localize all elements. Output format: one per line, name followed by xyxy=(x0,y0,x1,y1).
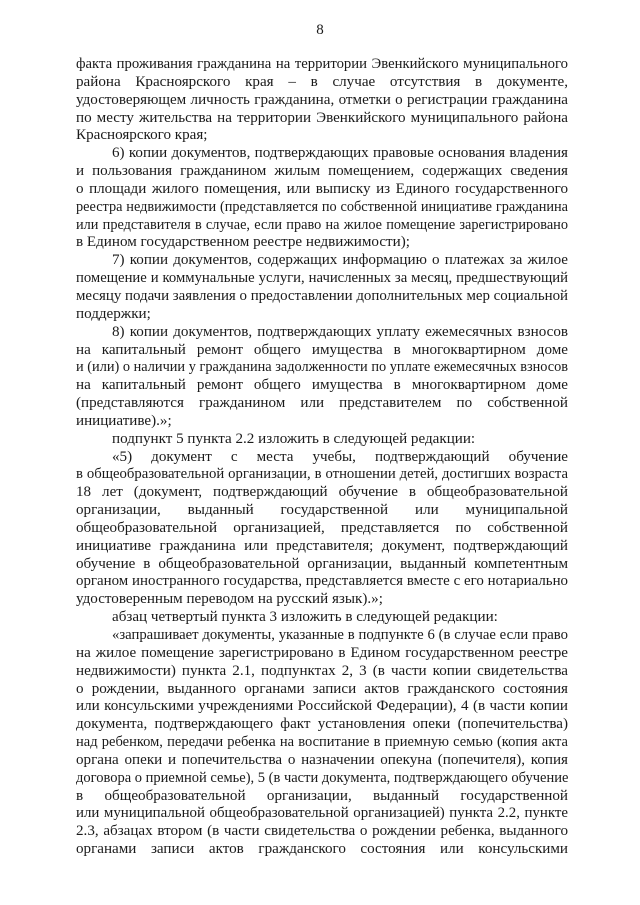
text-line: инициативе гражданина или представителя; документ, подтверждающий xyxy=(76,537,568,554)
text-line: Красноярского края; xyxy=(76,127,208,144)
text-line: о площади жилого помещения, или выписку из Единого государственного xyxy=(76,180,568,197)
text-line: подпункт 5 пункта 2.2 изложить в следующей редакции: xyxy=(112,430,476,447)
text-line: или консульскими учреждениями Российской Федерации), 4 (в части копии xyxy=(76,698,568,715)
text-line: и пользования гражданином жилым помещением, содержащих сведения xyxy=(76,163,568,180)
document-body xyxy=(76,56,568,859)
text-line: обучение в общеобразовательной организации, выданный компетентным xyxy=(76,555,568,572)
text-line: абзац четвертый пункта 3 изложить в следующей редакции: xyxy=(112,609,498,626)
text-line: 18 лет (документ, подтверждающий обучение в общеобразовательной xyxy=(76,484,568,501)
text-line: о рождении, выданного органами записи актов гражданского состояния xyxy=(76,680,568,697)
text-line: 7) копии документов, содержащих информацию о платежах за жилое xyxy=(112,252,568,269)
text-line: (представляются гражданином или представителем по собственной xyxy=(76,395,568,412)
text-line: «запрашивает документы, указанные в подпункте 6 (в случае если право xyxy=(112,627,568,643)
text-line: общеобразовательной организацией, представляется по собственной xyxy=(76,519,568,536)
text-line: органа опеки и попечительства о назначении опекуна (попечителя), копия xyxy=(76,751,568,768)
text-line: инициативе).»; xyxy=(76,412,172,429)
text-line: на капитальный ремонт общего имущества в многоквартирном доме xyxy=(76,341,568,358)
text-line: органом иностранного государства, представляется вместе с его нотариально xyxy=(76,573,568,590)
text-line: в Едином государственном реестре недвижимости); xyxy=(76,234,410,251)
text-line: на жилое помещение зарегистрировано в Едином государственном реестре xyxy=(76,644,568,661)
text-line: в общеобразовательной организации, в отношении детей, достигших возраста xyxy=(76,466,568,483)
text-line: на капитальный ремонт общего имущества в многоквартирном доме xyxy=(76,377,568,394)
text-line: или муниципальной общеобразовательной организацией) пункта 2.2, пункте xyxy=(76,805,568,822)
text-line: факта проживания гражданина на территории Эвенкийского муниципального xyxy=(76,56,568,72)
text-line: договора о приемной семье), 5 (в части документа, подтверждающего обучение xyxy=(76,769,568,786)
page-number: 8 xyxy=(316,22,324,38)
text-line: в общеобразовательной организации, выданный государственной xyxy=(76,787,568,804)
text-line: или представителя в случае, если право на жилое помещение зарегистрировано xyxy=(76,216,568,233)
text-line: 8) копии документов, подтверждающих уплату ежемесячных взносов xyxy=(112,323,568,340)
text-line: «5) документ с места учебы, подтверждающий обучение xyxy=(112,448,568,465)
text-line: удостоверяющем личность гражданина, отметки о регистрации гражданина xyxy=(76,91,568,108)
text-line: района Красноярского края – в случае отсутствия в документе, xyxy=(76,73,568,90)
text-line: месяцу подачи заявления о предоставлении дополнительных мер социальной xyxy=(76,287,568,304)
text-line: удостоверенным переводом на русский язык).»; xyxy=(76,591,383,608)
text-line: документа, подтверждающего факт установления опеки (попечительства) xyxy=(76,716,568,733)
text-line: и (или) о наличии у гражданина задолженности по уплате ежемесячных взносов xyxy=(76,359,568,376)
text-line: организации, выданный государственной или муниципальной xyxy=(76,502,568,519)
text-line: органами записи актов гражданского состояния или консульскими xyxy=(76,841,568,858)
text-line: 2.3, абзацах втором (в части свидетельства о рождении ребенка, выданного xyxy=(76,823,568,840)
text-line: по месту жительства на территории Эвенкийского муниципального района xyxy=(76,109,568,126)
text-line: помещение и коммунальные услуги, начисленных за месяц, предшествующий xyxy=(76,270,568,287)
text-line: над ребенком, передачи ребенка на воспитание в приемную семью (копия акта xyxy=(76,734,568,751)
text-line: реестра недвижимости (представляется по собственной инициативе гражданина xyxy=(76,198,568,215)
text-line: 6) копии документов, подтверждающих правовые основания владения xyxy=(112,145,568,162)
text-line: недвижимости) пункта 2.1, подпунктах 2, 3 (в части копии свидетельства xyxy=(76,662,568,679)
text-line: поддержки; xyxy=(76,305,151,322)
